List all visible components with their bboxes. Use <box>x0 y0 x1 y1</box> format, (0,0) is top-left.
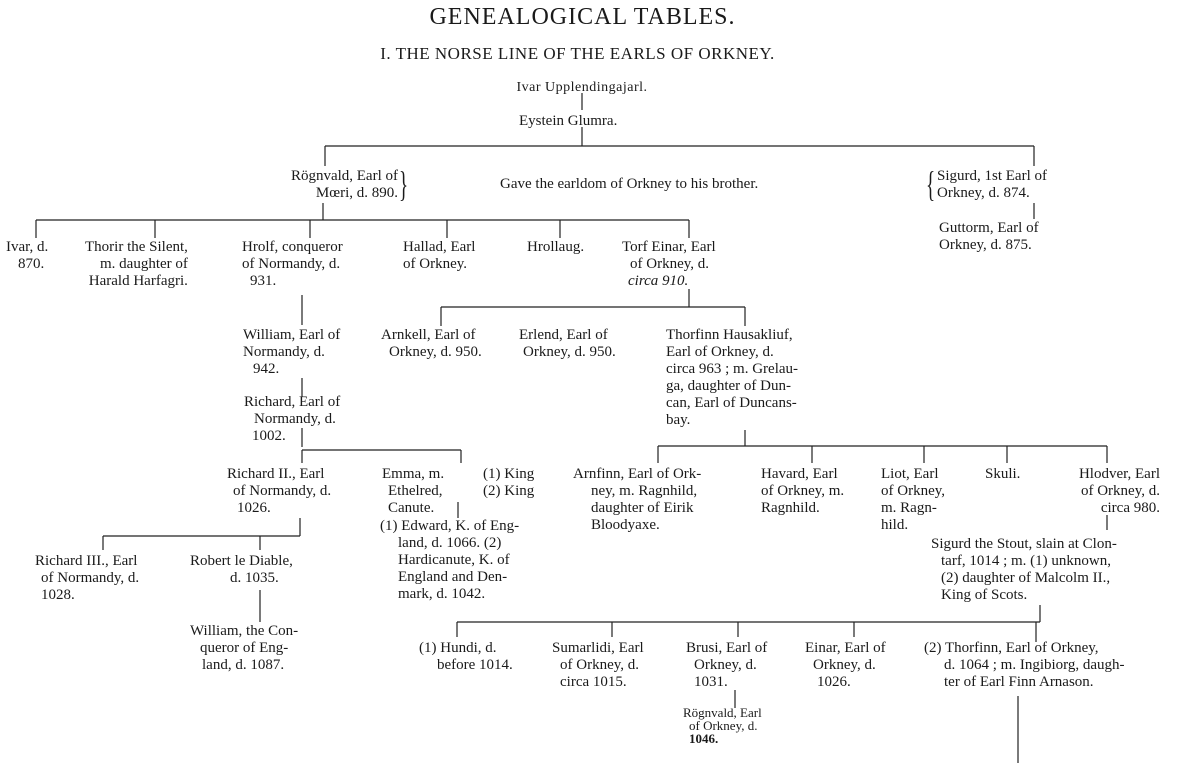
node-richard-i: Richard, Earl of Normandy, d. 1002. <box>244 394 341 444</box>
node-havard: Havard, Earl of Orkney, m. Ragnhild. <box>761 466 845 516</box>
node-liot: Liot, Earl of Orkney, m. Ragn- hild. <box>881 466 946 533</box>
node-william-earl-of-normandy: William, Earl of Normandy, d. 942. <box>243 327 341 377</box>
node-rognvald-moeri: Rögnvald, Earl of Mœri, d. 890. <box>290 168 398 201</box>
node-ivar: Ivar, d. 870. <box>6 239 49 272</box>
node-sigurd-the-stout: Sigurd the Stout, slain at Clon- tarf, 1014 ; m. (1) unknown, (2) daughter of Malcolm II., King of Scots. <box>931 536 1117 603</box>
left-brace: { <box>926 165 936 206</box>
node-sumarlidi: Sumarlidi, Earl of Orkney, d. circa 1015. <box>552 640 644 690</box>
node-einar: Einar, Earl of Orkney, d. 1026. <box>805 640 886 690</box>
node-robert-le-diable: Robert le Diable, d. 1035. <box>190 553 293 586</box>
right-brace: } <box>399 165 409 206</box>
note-gave-earldom: Gave the earldom of Orkney to his brother. <box>500 176 759 192</box>
node-torf-einar: Torf Einar, Earl of Orkney, d. circa 910. <box>622 239 716 289</box>
node-emma: Emma, m. Ethelred, Canute. <box>382 466 445 516</box>
node-rognvald-1046: Rögnvald, Earl of Orkney, d. 1046. <box>683 705 762 746</box>
node-hlodver: Hlodver, Earl of Orkney, d. circa 980. <box>1078 466 1160 516</box>
node-william-the-conqueror: William, the Con- queror of Eng- land, d. 1087. <box>190 623 299 673</box>
node-brusi: Brusi, Earl of Orkney, d. 1031. <box>686 640 768 690</box>
node-hallad: Hallad, Earl of Orkney. <box>403 239 476 272</box>
node-thorfinn-hausakliuf: Thorfinn Hausakliuf, Earl of Orkney, d. circa 963 ; m. Grelau- ga, daughter of Dun- can, Earl of Duncans- bay. <box>666 327 799 428</box>
node-thorir-the-silent: Thorir the Silent, m. daughter of Harald Harfagri. <box>85 239 188 289</box>
node-richard-ii: Richard II., Earl of Normandy, d. 1026. <box>227 466 332 516</box>
page-subtitle: I. THE NORSE LINE OF THE EARLS OF ORKNEY. <box>380 44 775 63</box>
node-arnfinn: Arnfinn, Earl of Ork- ney, m. Ragnhild, daughter of Eirik Bloodyaxe. <box>573 466 702 533</box>
node-hrollaug: Hrollaug. <box>527 239 585 255</box>
node-sigurd-1st-earl: Sigurd, 1st Earl of Orkney, d. 874. <box>937 168 1047 201</box>
node-eystein-glumra: Eystein Glumra. <box>519 113 618 129</box>
node-thorfinn-2: (2) Thorfinn, Earl of Orkney, d. 1064 ; m. Ingibiorg, daugh- ter of Earl Finn Arnason. <box>924 640 1125 690</box>
node-erlend: Erlend, Earl of Orkney, d. 950. <box>519 327 616 360</box>
node-skuli: Skuli. <box>985 466 1021 482</box>
node-hundi: (1) Hundi, d. before 1014. <box>419 640 513 673</box>
node-arnkell: Arnkell, Earl of Orkney, d. 950. <box>381 327 482 360</box>
page-title: GENEALOGICAL TABLES. <box>429 4 736 30</box>
node-kings: (1) King (2) King <box>483 466 535 499</box>
node-ivar-upplendingajarl: Ivar Upplendingajarl. <box>516 80 648 95</box>
node-edward-hardicanute: (1) Edward, K. of Eng- land, d. 1066. (2) Hardicanute, K. of England and Den- mark, d. 1042. <box>380 518 520 602</box>
node-richard-iii: Richard III., Earl of Normandy, d. 1028. <box>35 553 140 603</box>
node-guttorm: Guttorm, Earl of Orkney, d. 875. <box>939 220 1039 253</box>
node-hrolf: Hrolf, conqueror of Normandy, d. 931. <box>242 239 343 289</box>
